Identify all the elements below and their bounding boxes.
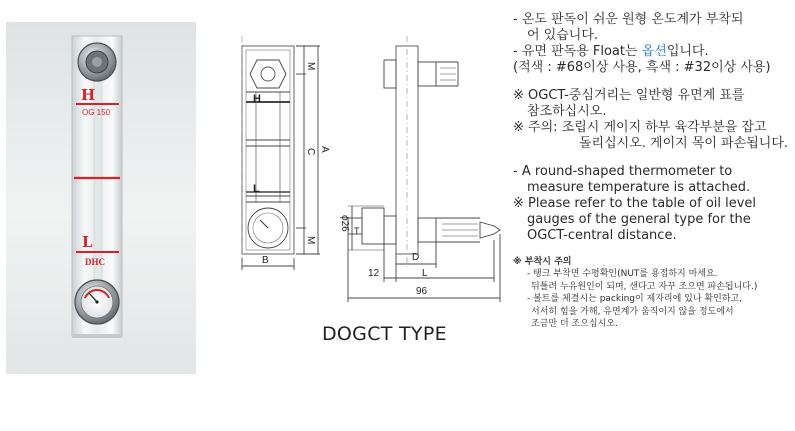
drawing-h-label: H bbox=[253, 93, 261, 105]
dim-m-bottom: M bbox=[305, 236, 316, 245]
dim-12: 12 bbox=[368, 268, 380, 279]
type-label: DOGCT TYPE bbox=[322, 323, 447, 345]
model-label: OG 150 bbox=[82, 108, 111, 117]
note-en-line-5: OGCT-central distance. bbox=[527, 228, 677, 243]
note-en-line-4: gauges of the general type for the bbox=[527, 212, 751, 227]
oil-level-gauge-image bbox=[6, 22, 196, 374]
install-line-2: 뒤틀려 누유원인이 되며, 샌다고 자꾸 조으면 파손됩니다.) bbox=[531, 281, 758, 292]
dim-phi26: ϕ26 bbox=[339, 215, 350, 232]
dim-d: D bbox=[412, 252, 420, 263]
note-kr-line-5: ※ OGCT-중심거리는 일반형 유면계 표를 bbox=[513, 88, 745, 103]
dim-96: 96 bbox=[416, 286, 428, 297]
note-kr-float-suffix: 입니다. bbox=[666, 44, 709, 59]
dim-b: B bbox=[262, 255, 269, 266]
dim-m-top: M bbox=[305, 62, 316, 71]
dim-t: T bbox=[354, 226, 360, 236]
note-en-line-2: measure temperature is attached. bbox=[527, 180, 751, 195]
h-mark: H bbox=[81, 86, 96, 104]
note-kr-line-4: (적색 : #68이상 사용, 흑색 : #32이상 사용) bbox=[513, 60, 771, 75]
technical-drawing bbox=[220, 30, 510, 305]
drawing-l-label: L bbox=[253, 183, 260, 195]
product-photo bbox=[6, 22, 196, 374]
install-line-5: 조금만 더 조으십시오. bbox=[531, 319, 618, 330]
l-mark: L bbox=[82, 233, 93, 251]
note-kr-line-8: 돌리십시오. 게이지 목이 파손됩니다. bbox=[579, 136, 789, 151]
install-caution-title: ※ 부착시 주의 bbox=[513, 257, 572, 267]
install-line-1: - 탱크 부착면 수평확인(NUT를 용접하지 마세요. bbox=[527, 269, 718, 279]
note-kr-line-1: - 온도 판독이 쉬운 원형 온도계가 부착되 bbox=[513, 12, 744, 27]
note-kr-float-text: - 유면 판독용 Float는 bbox=[513, 44, 642, 59]
install-line-4: 서서히 힘을 가해, 유면계가 움직이지 않을 정도에서 bbox=[531, 306, 734, 317]
dim-c: C bbox=[305, 148, 316, 156]
dim-l: L bbox=[422, 268, 428, 279]
note-en-line-1: - A round-shaped thermometer to bbox=[513, 164, 733, 179]
note-kr-line-7: ※ 주의: 조립시 게이지 하부 육각부분을 잡고 bbox=[513, 120, 767, 135]
dim-a: A bbox=[319, 146, 330, 153]
option-highlight: 옵션 bbox=[641, 44, 667, 59]
product-notes bbox=[513, 12, 793, 331]
note-en-line-3: ※ Please refer to the table of oil level bbox=[513, 196, 757, 211]
note-kr-line-3 bbox=[513, 44, 793, 60]
install-line-3: - 볼트를 체결시는 packing이 제자리에 있나 확인하고, bbox=[527, 294, 743, 305]
note-kr-line-2: 어 있습니다. bbox=[527, 28, 599, 43]
brand-label: DHC bbox=[85, 257, 105, 267]
note-kr-line-6: 참조하십시오. bbox=[527, 104, 607, 119]
